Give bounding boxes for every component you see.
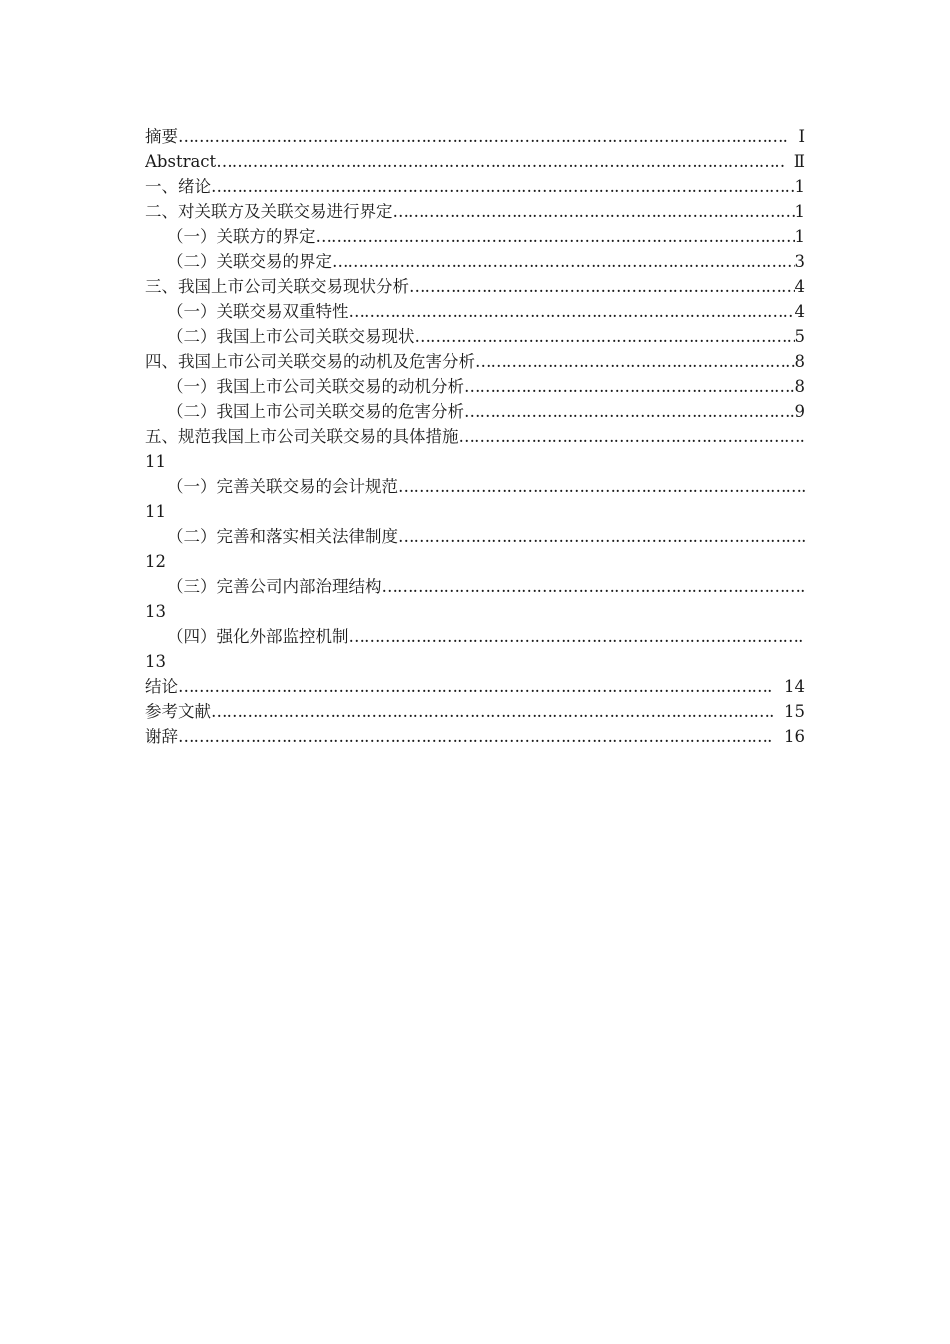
toc-entry-section-2-1[interactable] bbox=[145, 224, 805, 249]
toc-entry-page: 3 bbox=[794, 252, 805, 271]
table-of-contents bbox=[145, 124, 805, 749]
toc-entry-title: （二）关联交易的界定 bbox=[167, 252, 332, 271]
toc-leader-dots bbox=[349, 624, 806, 649]
toc-entry-page: 1 bbox=[794, 202, 805, 221]
toc-entry-section-5[interactable] bbox=[145, 424, 805, 449]
toc-entry-page-wrapped: 12 bbox=[145, 552, 166, 571]
toc-entry-section-5-1[interactable] bbox=[145, 474, 805, 499]
toc-entry-page-wrapped: 13 bbox=[145, 652, 166, 671]
toc-entry-title: 摘要 bbox=[145, 127, 178, 146]
toc-leader-dots bbox=[382, 574, 806, 599]
toc-entry-page: Ⅱ bbox=[793, 152, 805, 171]
toc-entry-section-3-1[interactable] bbox=[145, 299, 805, 324]
toc-leader-dots bbox=[398, 474, 805, 499]
toc-entry-page-wrapped: 11 bbox=[145, 452, 166, 471]
toc-entry-acknowledgements[interactable] bbox=[145, 724, 805, 749]
toc-entry-references[interactable] bbox=[145, 699, 805, 724]
toc-entry-page: 1 bbox=[794, 177, 805, 196]
toc-entry-title: （四）强化外部监控机制 bbox=[167, 627, 349, 646]
toc-entry-title: 二、对关联方及关联交易进行界定 bbox=[145, 202, 393, 221]
toc-leader-dots bbox=[475, 349, 795, 374]
toc-entry-title: 五、规范我国上市公司关联交易的具体措施 bbox=[145, 427, 459, 446]
toc-entry-page: 4 bbox=[794, 277, 805, 296]
toc-entry-section-2-2[interactable] bbox=[145, 249, 805, 274]
toc-entry-section-1[interactable] bbox=[145, 174, 805, 199]
toc-entry-title: （二）完善和落实相关法律制度 bbox=[167, 527, 398, 546]
toc-entry-conclusion[interactable] bbox=[145, 674, 805, 699]
toc-entry-page: 4 bbox=[794, 302, 805, 321]
toc-entry-title: （二）我国上市公司关联交易的危害分析 bbox=[167, 402, 464, 421]
toc-entry-page: 8 bbox=[794, 377, 805, 396]
toc-entry-section-2[interactable] bbox=[145, 199, 805, 224]
toc-leader-dots bbox=[415, 324, 795, 349]
toc-entry-page: 5 bbox=[794, 327, 805, 346]
toc-entry-title: Abstract bbox=[145, 152, 217, 171]
toc-leader-dots bbox=[316, 224, 795, 249]
toc-entry-page: Ⅰ bbox=[798, 127, 805, 146]
toc-leader-dots bbox=[393, 199, 795, 224]
toc-leader-dots bbox=[178, 724, 774, 749]
toc-leader-dots bbox=[211, 699, 774, 724]
toc-leader-dots bbox=[464, 399, 795, 424]
toc-entry-title: 结论 bbox=[145, 677, 178, 696]
toc-entry-title: 三、我国上市公司关联交易现状分析 bbox=[145, 277, 409, 296]
toc-leader-dots bbox=[216, 149, 784, 174]
toc-entry-title: 一、绪论 bbox=[145, 177, 211, 196]
toc-entry-title: （三）完善公司内部治理结构 bbox=[167, 577, 382, 596]
toc-leader-dots bbox=[349, 299, 795, 324]
toc-entry-section-3-2[interactable] bbox=[145, 324, 805, 349]
toc-leader-dots bbox=[211, 174, 795, 199]
toc-entry-page-wrapped: 13 bbox=[145, 602, 166, 621]
toc-entry-title: （二）我国上市公司关联交易现状 bbox=[167, 327, 415, 346]
toc-leader-dots bbox=[464, 374, 795, 399]
toc-entry-page: 15 bbox=[784, 702, 805, 721]
toc-entry-title: （一）完善关联交易的会计规范 bbox=[167, 477, 398, 496]
toc-entry-title: （一）我国上市公司关联交易的动机分析 bbox=[167, 377, 464, 396]
toc-entry-page: 16 bbox=[784, 727, 805, 746]
toc-entry-page: 9 bbox=[794, 402, 805, 421]
toc-entry-title: （一）关联交易双重特性 bbox=[167, 302, 349, 321]
toc-leader-dots bbox=[409, 274, 795, 299]
toc-entry-title: 参考文献 bbox=[145, 702, 211, 721]
toc-entry-section-4[interactable] bbox=[145, 349, 805, 374]
toc-entry-page-wrapped: 11 bbox=[145, 502, 166, 521]
toc-entry-section-4-2[interactable] bbox=[145, 399, 805, 424]
toc-entry-title: （一）关联方的界定 bbox=[167, 227, 316, 246]
toc-entry-page: 8 bbox=[794, 352, 805, 371]
toc-leader-dots bbox=[398, 524, 805, 549]
toc-entry-abstract-en[interactable] bbox=[145, 149, 805, 174]
toc-entry-page: 1 bbox=[794, 227, 805, 246]
toc-entry-section-5-4[interactable] bbox=[145, 624, 805, 649]
toc-entry-title: 四、我国上市公司关联交易的动机及危害分析 bbox=[145, 352, 475, 371]
toc-entry-title: 谢辞 bbox=[145, 727, 178, 746]
toc-entry-section-4-1[interactable] bbox=[145, 374, 805, 399]
toc-leader-dots bbox=[178, 124, 788, 149]
toc-leader-dots bbox=[332, 249, 795, 274]
toc-entry-section-5-2[interactable] bbox=[145, 524, 805, 549]
toc-leader-dots bbox=[459, 424, 806, 449]
toc-entry-abstract-cn[interactable] bbox=[145, 124, 805, 149]
toc-entry-page: 14 bbox=[784, 677, 805, 696]
toc-entry-section-5-3[interactable] bbox=[145, 574, 805, 599]
toc-entry-section-3[interactable] bbox=[145, 274, 805, 299]
toc-leader-dots bbox=[178, 674, 774, 699]
